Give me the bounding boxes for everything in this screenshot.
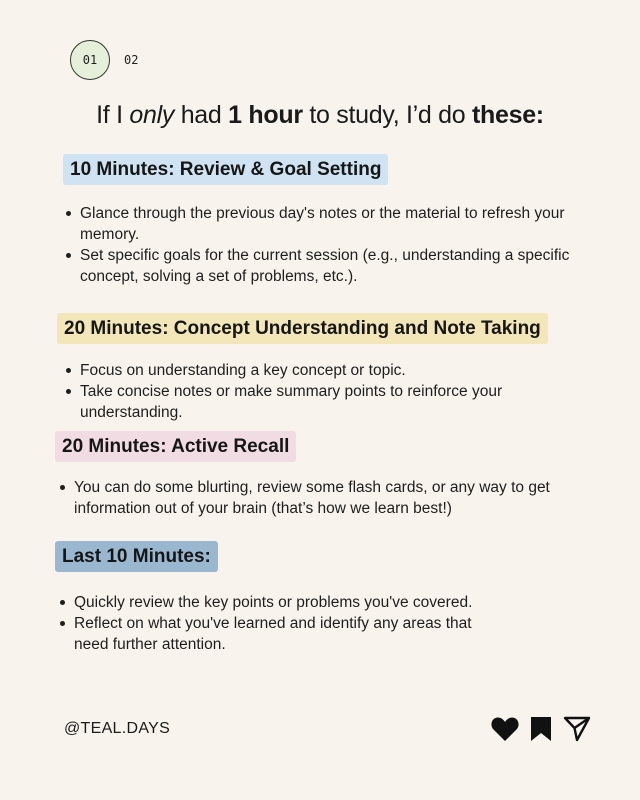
action-icons [490, 714, 592, 744]
title-bold: 1 hour [228, 101, 303, 129]
list-item: Quickly review the key points or problems you've covered. [58, 592, 508, 613]
section-heading-concept: 20 Minutes: Concept Understanding and Note Taking [57, 313, 548, 344]
send-icon[interactable] [562, 714, 592, 744]
title-bold: these: [472, 101, 544, 129]
current-page[interactable]: 01 [70, 40, 110, 80]
title-part: had [174, 101, 229, 129]
title-part: to study, I’d do [302, 101, 472, 129]
bookmark-icon[interactable] [526, 714, 556, 744]
bullet-list-review [64, 203, 594, 287]
list-item: Take concise notes or make summary points to reinforce your understanding. [64, 381, 594, 423]
bullet-list-concept [64, 360, 594, 423]
heart-icon[interactable] [490, 714, 520, 744]
section-heading-review: 10 Minutes: Review & Goal Setting [63, 154, 388, 185]
list-item: You can do some blurting, review some flash cards, or any way to get information out of your brain (that’s how we learn best!) [58, 477, 603, 519]
list-item: Glance through the previous day's notes or the material to refresh your memory. [64, 203, 594, 245]
section-heading-recall: 20 Minutes: Active Recall [55, 431, 296, 462]
list-item: Focus on understanding a key concept or topic. [64, 360, 594, 381]
page-title [0, 101, 640, 130]
title-emphasis: only [129, 101, 175, 129]
next-page[interactable]: 02 [124, 53, 139, 67]
list-item: Reflect on what you've learned and identify any areas that need further attention. [58, 613, 508, 655]
title-part: If I [96, 101, 130, 129]
page-indicator [70, 40, 138, 80]
bullet-list-last [58, 592, 508, 655]
section-heading-last: Last 10 Minutes: [55, 541, 218, 572]
bullet-list-recall [58, 477, 603, 519]
list-item: Set specific goals for the current session (e.g., understanding a specific concept, solving a set of problems, etc.). [64, 245, 594, 287]
account-handle[interactable]: @TEAL.DAYS [64, 720, 171, 737]
